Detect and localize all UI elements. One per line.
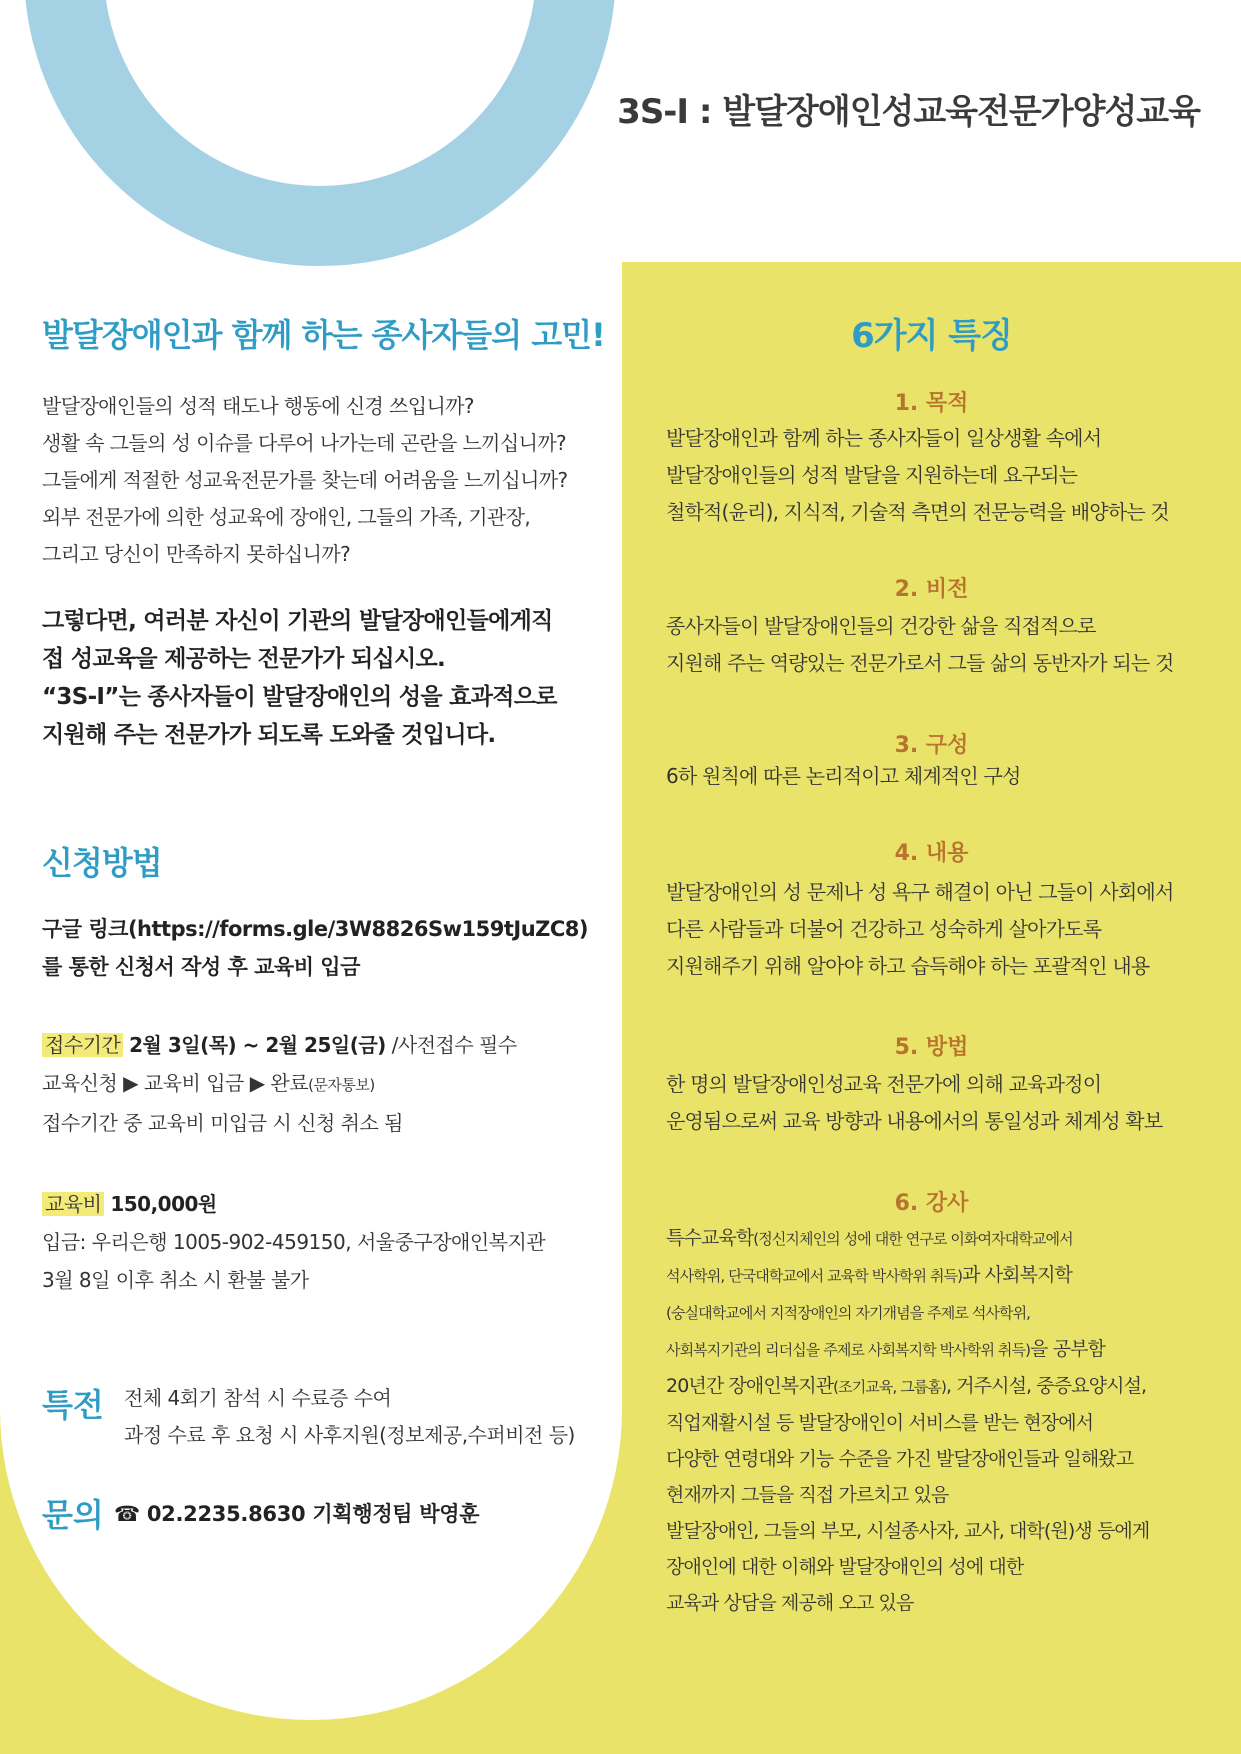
feature-line: 현재까지 그들을 직접 가르치고 있음 bbox=[666, 1484, 949, 1506]
feature-line: 운영됨으로써 교육 방향과 내용에서의 통일성과 체계성 확보 bbox=[666, 1109, 1163, 1133]
feature-line: 특수교육학(정신지체인의 성에 대한 연구로 이화여자대학교에서 bbox=[666, 1227, 1073, 1249]
feature-body-content bbox=[666, 874, 1173, 985]
feature-line: (숭실대학교에서 지적장애인의 자기개념을 주제로 석사학위, bbox=[666, 1304, 1031, 1322]
feature-line: 철학적(윤리), 지식적, 기술적 측면의 전문능력을 배양하는 것 bbox=[666, 500, 1169, 524]
message-line: 지원해 주는 전문가가 되도록 도와줄 것입니다. bbox=[42, 722, 496, 748]
message-line: “3S-I”는 종사자들이 발달장애인의 성을 효과적으로 bbox=[42, 684, 557, 710]
feature-body-vision bbox=[666, 608, 1173, 682]
contact-info bbox=[114, 1498, 479, 1528]
concern-line: 그들에게 적절한 성교육전문가를 찾는데 어려움을 느끼십니까? bbox=[42, 468, 568, 492]
feature-line: 종사자들이 발달장애인들의 건강한 삶을 직접적으로 bbox=[666, 614, 1096, 638]
benefit-list bbox=[124, 1380, 575, 1454]
feature-line: 장애인에 대한 이해와 발달장애인의 성에 대한 bbox=[666, 1556, 1024, 1578]
feature-title-purpose: 1. 목적 bbox=[894, 391, 969, 416]
feature-line: 발달장애인들의 성적 발달을 지원하는데 요구되는 bbox=[666, 463, 1078, 487]
concerns-list bbox=[42, 388, 602, 573]
feature-line: 발달장애인, 그들의 부모, 시설종사자, 교사, 대학(원)생 등에게 bbox=[666, 1520, 1150, 1542]
feature-body-purpose bbox=[666, 420, 1169, 531]
feature-title-vision: 2. 비전 bbox=[894, 577, 969, 602]
apply-heading: 신청방법 bbox=[42, 844, 162, 882]
phone-icon: ☎ bbox=[114, 1502, 140, 1526]
bank-account: 입금: 우리은행 1005-902-459150, 서울중구장애인복지관 bbox=[42, 1230, 546, 1254]
contact-phone-team[interactable]: 02.2235.8630 기획행정팀 박영훈 bbox=[146, 1502, 480, 1526]
concern-line: 외부 전문가에 의한 성교육에 장애인, 그들의 가족, 기관장, bbox=[42, 505, 531, 529]
process-steps: 교육신청 ▶ 교육비 입금 ▶ 완료 bbox=[42, 1071, 309, 1095]
feature-line: 발달장애인의 성 문제나 성 욕구 해결이 아닌 그들이 사회에서 bbox=[666, 880, 1174, 904]
fee-label-highlight: 교육비 bbox=[42, 1192, 104, 1216]
feature-line: 교육과 상담을 제공해 오고 있음 bbox=[666, 1592, 914, 1614]
feature-line: 발달장애인과 함께 하는 종사자들이 일상생활 속에서 bbox=[666, 426, 1102, 450]
feature-line: 6하 원칙에 따른 논리적이고 체계적인 구성 bbox=[666, 764, 1021, 788]
process-line bbox=[42, 1064, 517, 1104]
feature-line: 석사학위, 단국대학교에서 교육학 박사학위 취득)과 사회복지학 bbox=[666, 1264, 1072, 1286]
apply-link[interactable]: 구글 링크(https://forms.gle/3W8826Sw159tJuZC8) bbox=[42, 917, 589, 941]
benefit-line: 전체 4회기 참석 시 수료증 수여 bbox=[124, 1386, 392, 1410]
application-period-block bbox=[42, 1026, 517, 1142]
message-line: 그렇다면, 여러분 자신이 기관의 발달장애인들에게직 bbox=[42, 608, 553, 634]
feature-line: 사회복지기관의 리더십을 주제로 사회복지학 박사학위 취득)을 공부함 bbox=[666, 1338, 1106, 1360]
feature-line: 다양한 연령대와 기능 수준을 가진 발달장애인들과 일해왔고 bbox=[666, 1448, 1134, 1470]
feature-body-composition bbox=[666, 758, 1021, 795]
process-note: (문자통보) bbox=[308, 1076, 375, 1094]
benefit-label: 특전 bbox=[42, 1386, 104, 1424]
period-note: /사전접수 필수 bbox=[385, 1033, 517, 1057]
fee-value: 150,000원 bbox=[110, 1192, 217, 1216]
features-heading: 6가지 특징 bbox=[851, 316, 1012, 356]
period-dates: 2월 3일(목) ~ 2월 25일(금) bbox=[129, 1033, 386, 1057]
benefit-line: 과정 수료 후 요청 시 사후지원(정보제공,수퍼비전 등) bbox=[124, 1423, 575, 1447]
apply-link-note: 를 통한 신청서 작성 후 교육비 입금 bbox=[42, 955, 360, 979]
concern-line: 그리고 당신이 만족하지 못하십니까? bbox=[42, 542, 351, 566]
feature-line: 직업재활시설 등 발달장애인이 서비스를 받는 현장에서 bbox=[666, 1412, 1094, 1434]
period-label-highlight: 접수기간 bbox=[42, 1033, 123, 1057]
feature-title-method: 5. 방법 bbox=[894, 1035, 969, 1060]
feature-line: 다른 사람들과 더불어 건강하고 성숙하게 살아가도록 bbox=[666, 917, 1102, 941]
cancel-note: 접수기간 중 교육비 미입금 시 신청 취소 됨 bbox=[42, 1111, 403, 1135]
contact-label: 문의 bbox=[42, 1496, 104, 1534]
concerns-heading: 발달장애인과 함께 하는 종사자들의 고민! bbox=[42, 316, 605, 354]
feature-body-method bbox=[666, 1066, 1162, 1140]
feature-body-instructor bbox=[666, 1220, 1149, 1621]
feature-line: 한 명의 발달장애인성교육 전문가에 의해 교육과정이 bbox=[666, 1072, 1102, 1096]
fee-line bbox=[42, 1185, 545, 1223]
refund-policy: 3월 8일 이후 취소 시 환불 불가 bbox=[42, 1268, 309, 1292]
concern-line: 생활 속 그들의 성 이슈를 다루어 나가는데 곤란을 느끼십니까? bbox=[42, 431, 567, 455]
fee-block bbox=[42, 1185, 545, 1299]
message-line: 접 성교육을 제공하는 전문가가 되십시오. bbox=[42, 646, 446, 672]
feature-line: 지원해 주는 역량있는 전문가로서 그들 삶의 동반자가 되는 것 bbox=[666, 651, 1174, 675]
feature-line: 지원해주기 위해 알아야 하고 습득해야 하는 포괄적인 내용 bbox=[666, 954, 1150, 978]
key-message bbox=[42, 602, 622, 754]
document-title: 3S-I : 발달장애인성교육전문가양성교육 bbox=[617, 92, 1200, 132]
feature-title-content: 4. 내용 bbox=[894, 841, 969, 866]
concern-line: 발달장애인들의 성적 태도나 행동에 신경 쓰입니까? bbox=[42, 394, 474, 418]
feature-title-instructor: 6. 강사 bbox=[894, 1191, 969, 1216]
feature-title-composition: 3. 구성 bbox=[894, 733, 969, 758]
period-line bbox=[42, 1026, 517, 1064]
apply-link-instructions bbox=[42, 910, 588, 986]
feature-line: 20년간 장애인복지관(조기교육, 그룹홈), 거주시설, 중증요양시설, bbox=[666, 1375, 1147, 1397]
